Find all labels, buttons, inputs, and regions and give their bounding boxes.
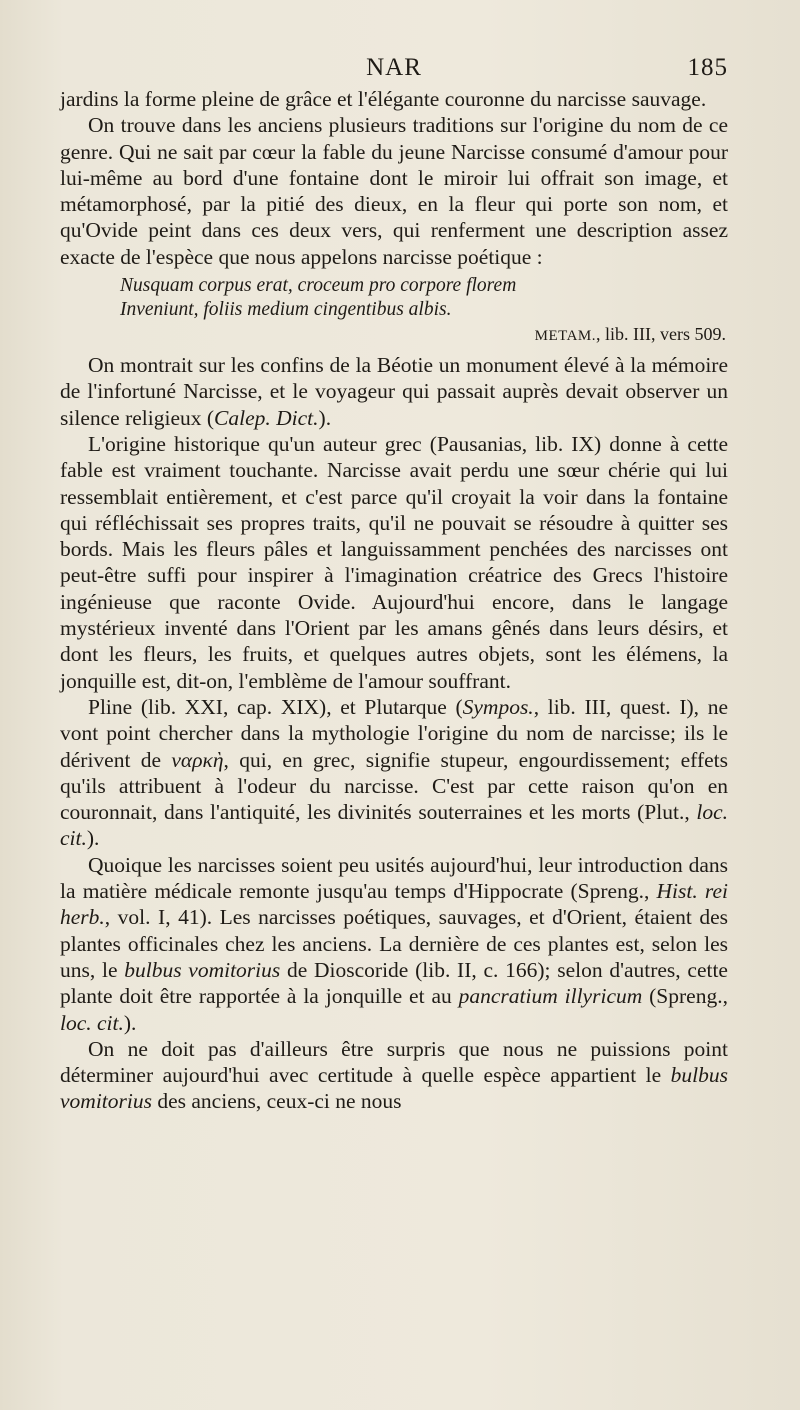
text-run: Pline (lib. XXI, cap. XIX), et Plutarque ( [88, 694, 463, 719]
text-run: On ne doit pas d'ailleurs être surpris que nous ne puissions point déterminer aujourd'hui avec certitude à quelle espèce appartient le [60, 1036, 728, 1088]
text-run: ). [318, 405, 332, 430]
verse-citation [60, 322, 728, 348]
running-head: NAR [366, 54, 422, 81]
italic-run: Calep. Dict. [214, 405, 319, 430]
text-run: , lib. III, quest. I), ne vont point chercher dans la mythologie l'origine du nom de narcisse; ils le dérivent de [60, 694, 728, 772]
verse-line-1: Nusquam corpus erat, croceum pro corpore florem [120, 275, 517, 297]
italic-run: loc. cit. [60, 800, 728, 851]
paragraph-historical-origin: L'origine historique qu'un auteur grec (Pausanias, lib. IX) donne à cette fable est vraiment touchante. Narcisse avait perdu une sœur chérie qui lui ressemblait entièrement, et c'est parce qu'il croyait la voir dans la fontaine qui réfléchissait ses propres traits, qu'il ne pouvait se résoudre à quitter ses bords. Mais les fleurs pâles et languissamment penchées des narcisses ont peut-être suffi pour inspirer à l'imagination créatrice des Grecs l'histoire ingénieuse que raconte Ovide. Aujourd'hui encore, dans le langage mystérieux inventé dans l'Orient par les amans gênés dans leurs désirs, et dont les fleurs, les fruits, et quelques autres objets, sont les élémens, la jonquille est, dit-on, l'emblème de l'amour souffrant. [60, 431, 728, 693]
page-header [60, 54, 728, 86]
paragraph-origin-traditions: On trouve dans les anciens plusieurs traditions sur l'origine du nom de ce genre. Qui ne sait par cœur la fable du jeune Narcisse consumé d'amour pour lui-même au bord d'une fontaine dont le miroir lui offrait son image, et métamorphosé, par la pitié des dieux, en la fleur qui porte son nom, et qu'Ovide peint dans ces deux vers, qui renferment une description assez exacte de l'espèce que nous appelons narcisse poétique : [60, 113, 728, 269]
paragraph-pline-plutarque [60, 694, 728, 852]
paragraph-bulbus [60, 1036, 728, 1115]
italic-run: bulbus vomitorius [60, 1063, 728, 1114]
page-number: 185 [687, 54, 728, 81]
paragraph-beotie [60, 352, 728, 431]
citation-reference: , lib. III, vers 509. [596, 324, 726, 345]
text-run: , qui, en grec, signifie stupeur, engourdissement; effets qu'ils attribuent à l'odeur du narcisse. C'est par cette raison qu'on en couronnait, dans l'antiquité, les divinités souterraines et les morts (Plut., [60, 747, 728, 825]
italic-run: loc. cit. [60, 1010, 124, 1035]
text-run: , vol. I, 41). Les narcisses poétiques, sauvages, et d'Orient, étaient des plantes officinales chez les anciens. La dernière de ces plantes est, selon les uns, le [60, 905, 728, 982]
paragraph-medical-use [60, 852, 728, 1036]
text-run: Quoique les narcisses soient peu usités aujourd'hui, leur introduction dans la matière médicale remonte jusqu'au temps d'Hippocrate (Spreng., [60, 852, 728, 904]
latin-verse [60, 274, 728, 322]
text-run: ). [123, 1010, 137, 1035]
text-run: On montrait sur les confins de la Béotie un monument élevé à la mémoire de l'infortuné Narcisse, et le voyageur qui passait auprès devait observer un silence religieux ( [60, 353, 728, 430]
greek-word: ναρκὴ [171, 747, 224, 772]
text-run: des anciens, ceux-ci ne nous [151, 1089, 402, 1114]
italic-run: Hist. rei herb. [60, 879, 728, 930]
italic-run: pancratium illyricum [458, 984, 643, 1009]
citation-work: METAM. [534, 328, 597, 345]
verse-line-2: Inveniunt, foliis medium cingentibus albis. [120, 299, 452, 321]
text-run: (Spreng., [642, 984, 728, 1009]
paragraph-continued: jardins la forme pleine de grâce et l'élégante couronne du narcisse sauvage. [60, 87, 707, 111]
text-run: de Dioscoride (lib. II, c. 166); selon d'autres, cette plante doit être rapportée à la jonquille et au [60, 957, 728, 1009]
italic-run: bulbus vomitorius [124, 957, 281, 982]
body-text [60, 86, 728, 1115]
italic-run: Sympos. [462, 694, 534, 719]
text-run: ). [86, 826, 100, 851]
